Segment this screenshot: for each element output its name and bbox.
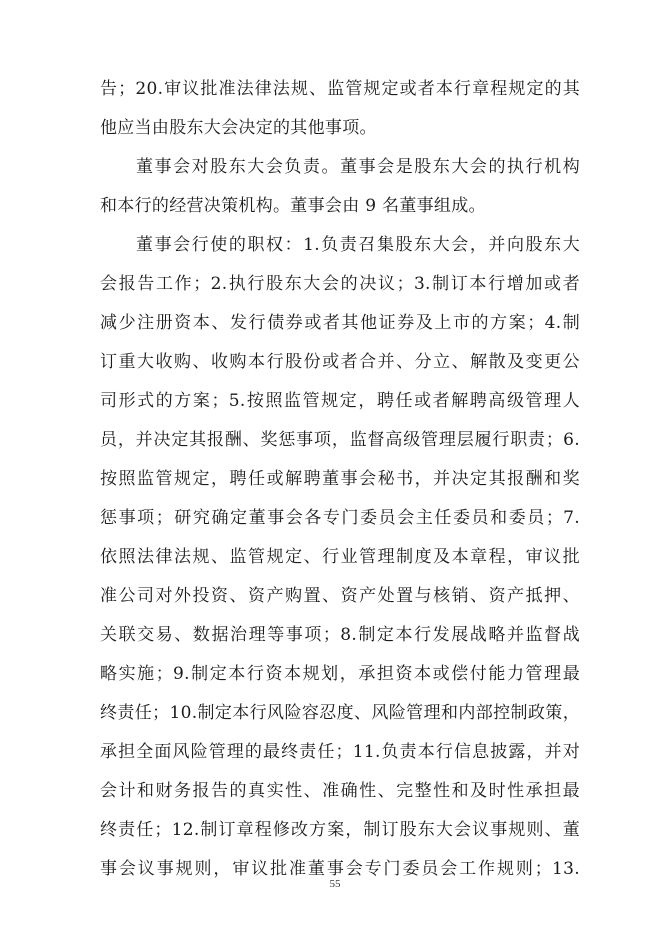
text-line: 终责任；12.制订章程修改方案，制订股东大会议事规则、董 <box>100 820 580 840</box>
text-line: 订重大收购、收购本行股份或者合并、分立、解散及变更公 <box>100 352 580 372</box>
text-line: 承担全面风险管理的最终责任；11.负责本行信息披露，并对 <box>100 742 580 762</box>
text-line: 减少注册资本、发行债券或者其他证券及上市的方案；4.制 <box>100 313 580 333</box>
text-line: 会报告工作；2.执行股东大会的决议；3.制订本行增加或者 <box>100 274 580 294</box>
text-line: 事会议事规则，审议批准董事会专门委员会工作规则；13. <box>100 859 580 879</box>
text-line: 终责任；10.制定本行风险容忍度、风险管理和内部控制政策， <box>100 703 580 723</box>
text-line: 惩事项；研究确定董事会各专门委员会主任委员和委员；7. <box>100 508 580 528</box>
text-line: 他应当由股东大会决定的其他事项。 <box>100 118 377 138</box>
text-line: 准公司对外投资、资产购置、资产处置与核销、资产抵押、 <box>100 586 580 606</box>
text-line: 按照监管规定，聘任或解聘董事会秘书，并决定其报酬和奖 <box>100 469 580 489</box>
text-line: 略实施；9.制定本行资本规划，承担资本或偿付能力管理最 <box>100 664 580 684</box>
text-line: 关联交易、数据治理等事项；8.制定本行发展战略并监督战 <box>100 625 580 645</box>
paragraph-first-line: 董事会行使的职权：1.负责召集股东大会，并向股东大 <box>136 235 580 255</box>
text-line: 和本行的经营决策机构。董事会由 9 名董事组成。 <box>100 196 486 216</box>
text-line: 司形式的方案；5.按照监管规定，聘任或者解聘高级管理人 <box>100 391 580 411</box>
page-number: 55 <box>329 878 341 890</box>
paragraph-first-line: 董事会对股东大会负责。董事会是股东大会的执行机构 <box>136 157 580 177</box>
text-line: 会计和财务报告的真实性、准确性、完整性和及时性承担最 <box>100 781 580 801</box>
text-line: 告；20.审议批准法律法规、监管规定或者本行章程规定的其 <box>100 79 580 99</box>
body-text <box>100 70 580 889</box>
text-line: 依照法律法规、监管规定、行业管理制度及本章程，审议批 <box>100 547 580 567</box>
text-line: 员，并决定其报酬、奖惩事项，监督高级管理层履行职责；6. <box>100 430 580 450</box>
